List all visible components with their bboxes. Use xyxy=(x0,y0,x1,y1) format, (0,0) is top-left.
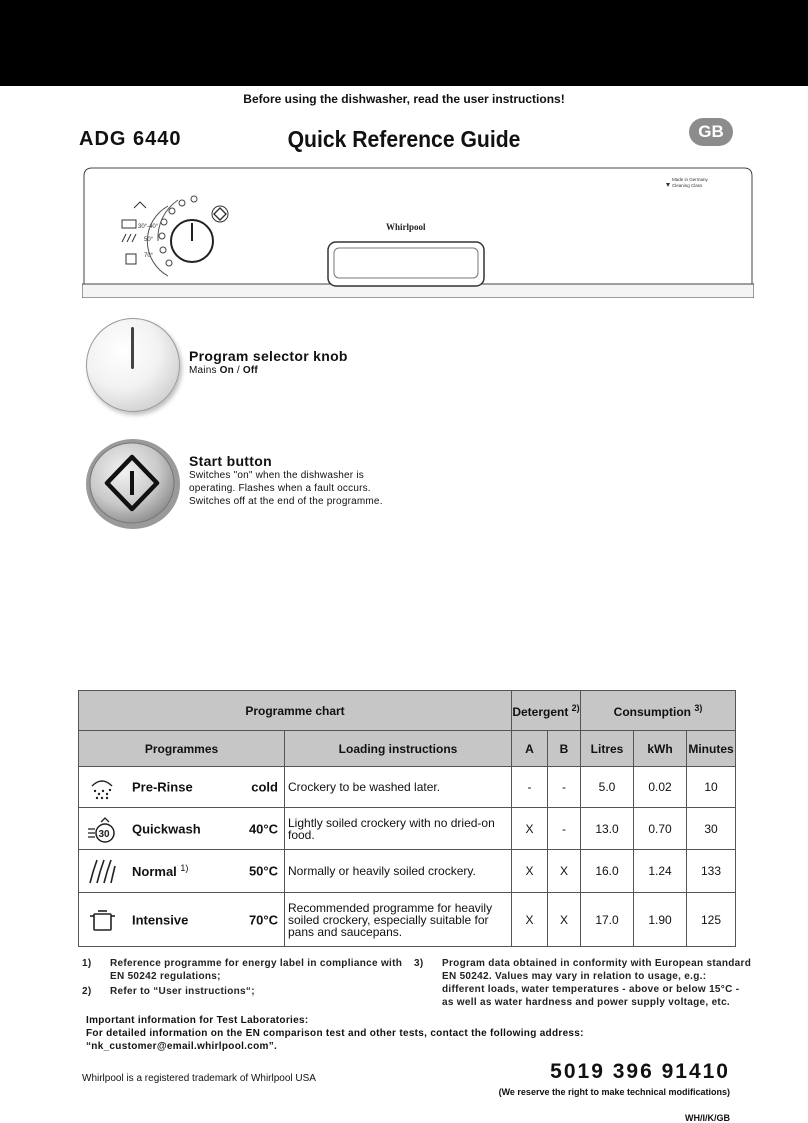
loading-instruction: Recommended programme for heavily soiled crockery, especially suitable for pans and saucepans. xyxy=(285,893,512,947)
programme-name: Intensive xyxy=(132,912,189,927)
col-litres: Litres xyxy=(581,731,634,767)
programme-name: Normal $^{1)}$ xyxy=(132,862,189,880)
knob-marker xyxy=(131,327,134,369)
start-button[interactable] xyxy=(84,437,182,531)
knob-text: Mains On / Off xyxy=(189,365,258,376)
col-kwh: kWh xyxy=(634,731,687,767)
svg-text:Made in Germany: Made in Germany xyxy=(672,177,708,182)
table-row: Pre-Rinse cold Crockery to be washed later. - - 5.0 0.02 10 xyxy=(79,767,736,808)
table-row: Normal $^{1)}$ 50°C Normally or heavily soiled crockery. X X 16.0 1.24 133 xyxy=(79,850,736,893)
normal-icon xyxy=(87,856,117,886)
loading-instruction: Lightly soiled crockery with no dried-on food. xyxy=(285,808,512,850)
col-minutes: Minutes xyxy=(687,731,736,767)
quickwash-icon xyxy=(87,814,117,844)
svg-text:30: 30 xyxy=(98,828,110,840)
start-text-line: Switches off at the end of the programme. xyxy=(189,496,383,507)
page-title: Quick Reference Guide xyxy=(287,126,521,152)
footnote-1: 1) Reference programme for energy label in compliance with EN 50242 regulations; xyxy=(82,958,403,982)
table-row: 30 Quickwash 40°C Lightly soiled crockery with no dried-on food. X - 13.0 0.70 30 xyxy=(79,808,736,850)
consumption-header: Consumption $^{3)}$ xyxy=(581,691,736,731)
brand-logo: Whirlpool xyxy=(386,222,426,232)
test-lab-info: Important information for Test Laboratories: For detailed information on the EN comparison test and other tests, contact the following address: “nk_customer@email.whirlpool.com”. xyxy=(86,1015,584,1052)
col-loading: Loading instructions xyxy=(285,731,512,767)
program-selector-knob[interactable] xyxy=(86,318,180,412)
knob-description xyxy=(189,348,348,377)
knob-heading: Program selector knob xyxy=(189,348,348,364)
document-code: 5019 396 91410 xyxy=(550,1060,730,1083)
loading-instruction: Crockery to be washed later. xyxy=(285,767,512,808)
col-b: B xyxy=(548,731,581,767)
reserve-note: (We reserve the right to make technical modifications) xyxy=(498,1087,730,1097)
svg-text:30°-40°: 30°-40° xyxy=(138,224,159,230)
programme-chart xyxy=(78,690,736,947)
loading-instruction: Normally or heavily soiled crockery. xyxy=(285,850,512,893)
chart-title: Programme chart xyxy=(79,691,512,731)
intro-text: Before using the dishwasher, read the user instructions! xyxy=(243,92,565,106)
detergent-header: Detergent $^{2)}$ xyxy=(512,691,581,731)
start-text-line: Switches "on" when the dishwasher is xyxy=(189,470,364,481)
programme-temp: 50°C xyxy=(248,863,278,879)
col-programmes: Programmes xyxy=(79,731,285,767)
intensive-icon xyxy=(87,905,117,935)
col-a: A xyxy=(512,731,548,767)
footnote-3: 3) Program data obtained in conformity with European standard EN 50242. Values may vary in relation to usage, e.g.: different loads, water temperatures - above or below 15°C - as well as water hardness and power supply voltage, etc. xyxy=(414,958,752,1008)
trademark-note: Whirlpool is a registered trademark of Whirlpool USA xyxy=(82,1073,316,1084)
control-panel-illustration xyxy=(82,166,754,298)
country-badge: GB xyxy=(689,118,733,146)
programme-temp: 40°C xyxy=(248,821,278,836)
table-row: Intensive 70°C Recommended programme for heavily soiled crockery, especially suitable for pans and saucepans. X X 17.0 1.90 125 xyxy=(79,893,736,947)
programme-name: Quickwash xyxy=(132,821,201,836)
programme-name: Pre-Rinse xyxy=(132,779,193,795)
pre-rinse-icon xyxy=(87,772,117,802)
svg-text:70°: 70° xyxy=(144,253,154,259)
programme-temp: cold xyxy=(251,779,278,795)
footnote-2: 2) Refer to “User instructions“; xyxy=(82,986,255,997)
model-number: ADG 6440 xyxy=(79,128,182,150)
start-text-line: operating. Flashes when a fault occurs. xyxy=(189,483,371,494)
start-heading: Start button xyxy=(189,453,272,469)
svg-text:50°: 50° xyxy=(144,237,154,243)
start-description xyxy=(189,453,383,508)
top-black-bar xyxy=(0,0,808,86)
locale-code: WH/I/K/GB xyxy=(685,1113,730,1123)
svg-text:Cleaning Class: Cleaning Class xyxy=(672,183,703,188)
programme-temp: 70°C xyxy=(248,912,278,927)
